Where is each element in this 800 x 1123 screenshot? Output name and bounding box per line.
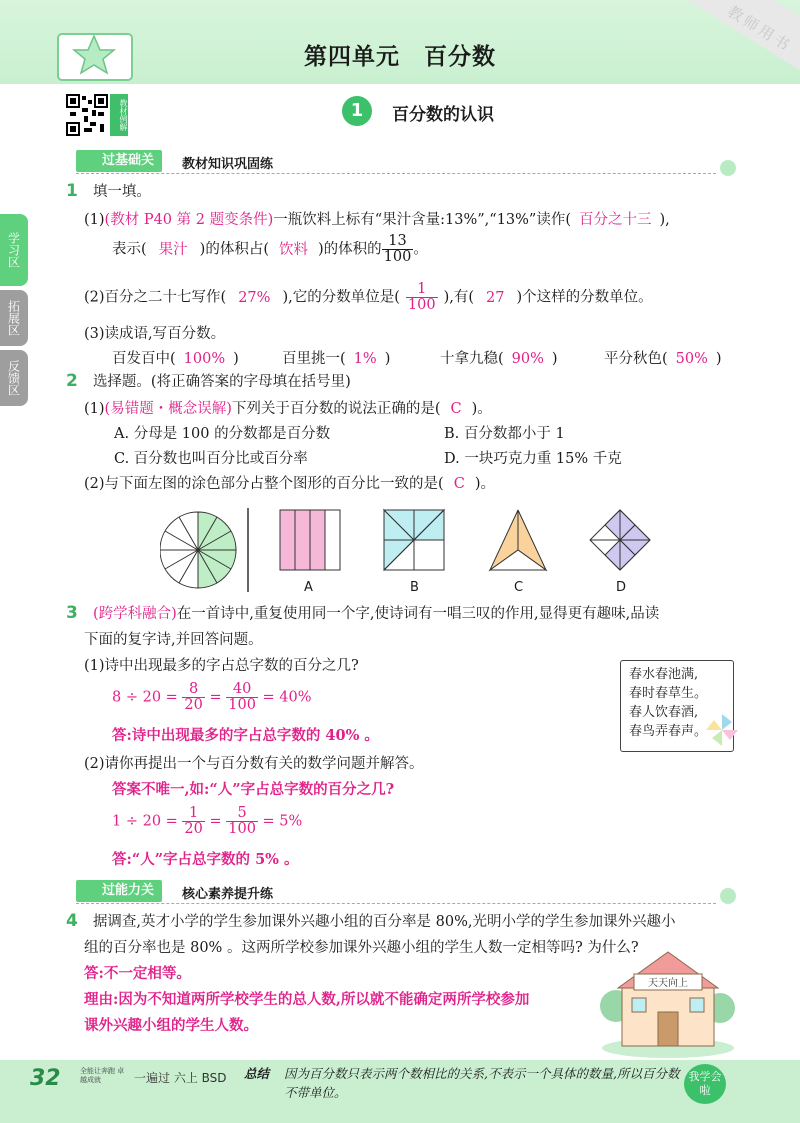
- option-a: A. 分母是 100 的分数都是百分数: [114, 426, 331, 442]
- label-a: A: [304, 580, 313, 595]
- q3-part2-question: 答案不唯一,如:“人”字占总字数的百分之几?: [112, 781, 395, 798]
- q1-part3-title: (3)读成语,写百分数。: [84, 326, 226, 342]
- label-d: D: [616, 580, 627, 595]
- q2-title: 选择题。(将正确答案的字母填在括号里): [92, 374, 351, 390]
- q1-part1-line2: 表示( 果汁 )的体积占( 饮料 )的体积的 $\frac{13}{100}$ 。: [112, 233, 428, 265]
- pinwheel-icon: [704, 712, 740, 748]
- question-1: [66, 180, 151, 201]
- q1-tag: (教材 P40 第 2 题变条件): [104, 212, 274, 228]
- summary-text: 因为百分数只表示两个数相比的关系,不表示一个具体的数量,所以百分数不带单位。: [284, 1066, 680, 1100]
- section-title: 百分数的认识: [392, 105, 494, 125]
- q1-title: 填一填。: [92, 184, 151, 200]
- poem-box: 春水春池满, 春时春草生。 春人饮春酒, 春鸟弄春声。: [620, 660, 734, 752]
- q1-answer2: 果汁: [158, 241, 188, 258]
- q3-part1-answer: 答:诗中出现最多的字占总字数的 40% 。: [112, 727, 379, 744]
- banner-basic-subtitle: 教材知识巩固练: [182, 157, 274, 172]
- school-sign: 天天向上: [648, 978, 688, 989]
- q3-part1-calc: 8 ÷ 20 = $\frac{8}{20}$ = $\frac{40}{100}$ = 40%: [112, 681, 312, 713]
- section-number: 1: [342, 96, 372, 126]
- banner-ability-subtitle: 核心素养提升练: [182, 887, 274, 902]
- q3-part1-title: (1)诗中出现最多的字占总字数的百分之几?: [84, 658, 359, 674]
- q4-reason-line1: 理由:因为不知道两所学校学生的总人数,所以就不能确定两所学校参加: [84, 991, 530, 1008]
- leaf-icon: [720, 888, 736, 904]
- circle-figure: [160, 512, 236, 588]
- series-label: 一遍过 六上 BSD: [134, 1071, 227, 1085]
- question-2: 2 选择题。(将正确答案的字母填在括号里): [66, 371, 351, 391]
- qr-side-label: 教材例解: [110, 94, 128, 136]
- q3-part2-title: (2)请你再提出一个与百分数有关的数学问题并解答。: [84, 756, 424, 772]
- banner-basic-line: [76, 173, 716, 175]
- learned-badge[interactable]: 我学会啦: [684, 1064, 726, 1104]
- side-tab-study[interactable]: 学习区: [0, 214, 28, 286]
- option-d: D. 一块巧克力重 15% 千克: [444, 451, 622, 467]
- banner-basic-tag: 过基础关: [76, 150, 162, 172]
- q3-part2-answer: 答:“人”字占总字数的 5% 。: [112, 851, 299, 868]
- option-a-figure: [280, 510, 340, 570]
- q3-text-line2: 下面的复字诗,并回答问题。: [84, 632, 263, 648]
- q2-part1: (1)(易错题・概念误解)下列关于百分数的说法正确的是( C )。: [84, 401, 492, 417]
- idiom-1: 百发百中( 100% ): [112, 351, 239, 367]
- banner-ability-tag: 过能力关: [76, 880, 162, 902]
- option-c: C. 百分数也叫百分比或百分率: [114, 451, 308, 467]
- q4-reason-line2: 课外兴趣小组的学生人数。: [84, 1017, 258, 1034]
- q1-number: 1: [66, 181, 78, 201]
- q3-part2-calc: 1 ÷ 20 = $\frac{1}{20}$ = $\frac{5}{100}$ = 5%: [112, 805, 303, 837]
- label-b: B: [410, 580, 419, 595]
- idiom-4: 平分秋色( 50% ): [604, 351, 722, 367]
- summary-label: 总结: [244, 1066, 270, 1081]
- unit-title: 第四单元 百分数: [304, 44, 496, 70]
- banner-ability-line: [76, 903, 716, 905]
- option-d-figure: [590, 510, 650, 570]
- q4-answer: 答:不一定相等。: [84, 965, 191, 982]
- option-b: B. 百分数都小于 1: [444, 426, 565, 442]
- q1-answer3: 饮料: [279, 241, 308, 258]
- q4-text-line2: 组的百分率也是 80% 。这两所学校参加课外兴趣小组的学生人数一定相等吗? 为什么?: [84, 940, 639, 956]
- q1-part1-line1: (1)(教材 P40 第 2 题变条件)一瓶饮料上标有“果汁含量:13%”,“13%”读作( 百分之十三 ),: [84, 212, 670, 228]
- idiom-2: 百里挑一( 1% ): [282, 351, 391, 367]
- side-tab-feedback[interactable]: 反馈区: [0, 350, 28, 406]
- option-b-figure: [384, 510, 444, 570]
- side-tab-extend[interactable]: 拓展区: [0, 290, 28, 346]
- question-3: 3 (跨学科融合)在一首诗中,重复使用同一个字,使诗词有一唱三叹的作用,显得更有趣味,品读: [66, 603, 660, 623]
- fraction-13-100: $\frac{13}{100}$: [383, 233, 412, 265]
- q1-part2: (2)百分之二十七写作( 27% ),它的分数单位是( $\frac{1}{100}$ ),有( 27 )个这样的分数单位。: [84, 281, 653, 313]
- label-c: C: [514, 580, 524, 595]
- q1-answer1: 百分之十三: [579, 212, 652, 228]
- qr-code[interactable]: [66, 94, 108, 136]
- q2-part2: (2)与下面左图的涂色部分占整个图形的百分比一致的是( C )。: [84, 476, 495, 492]
- idiom-3: 十拿九稳( 90% ): [440, 351, 558, 367]
- question-4: 4 据调查,英才小学的学生参加课外兴趣小组的百分率是 80%,光明小学的学生参加课外兴趣小: [66, 911, 676, 931]
- brand-slogan: 全能让奔跑 卓越成就: [80, 1067, 125, 1084]
- option-c-figure: [490, 510, 546, 570]
- page-number: 32: [30, 1066, 61, 1091]
- school-illustration: [600, 946, 736, 1058]
- teacher-tag: 教师用书: [724, 2, 796, 56]
- leaf-icon: [720, 160, 736, 176]
